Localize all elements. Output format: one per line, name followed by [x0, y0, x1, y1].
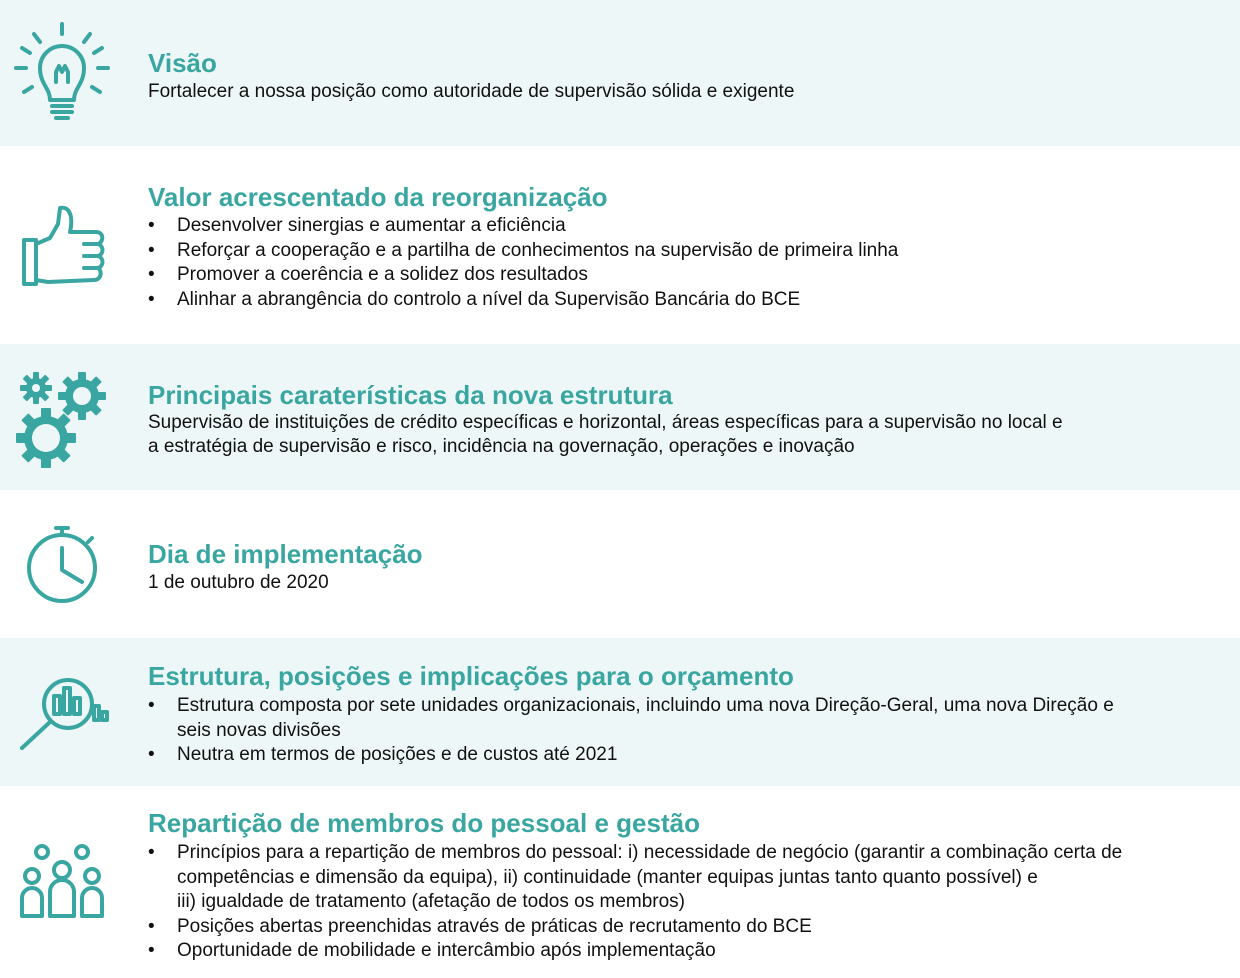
section-text: Fortalecer a nossa posição como autoridade de supervisão sólida e exigente	[148, 81, 795, 102]
section-key-features	[0, 344, 1240, 490]
list-item	[148, 694, 1114, 743]
section-text: a estratégia de supervisão e risco, incidência na governação, operações e inovação	[148, 436, 855, 457]
section-added-value	[0, 146, 1240, 344]
section-title: Estrutura, posições e implicações para o orçamento	[148, 661, 794, 691]
list-item: • Promover a coerência e a solidez dos resultados	[148, 263, 898, 288]
section-title: Valor acrescentado da reorganização	[148, 182, 608, 212]
list-item	[148, 841, 1122, 915]
section-text: 1 de outubro de 2020	[148, 572, 329, 593]
list-item: • Desenvolver sinergias e aumentar a eficiência	[148, 214, 898, 239]
bullet-list	[148, 694, 1114, 768]
list-item: • Alinhar a abrangência do controlo a nível da Supervisão Bancária do BCE	[148, 288, 898, 313]
list-item-line: Estrutura composta por sete unidades organizacionais, incluindo uma nova Direção-Geral, uma nova Direção e	[177, 695, 1114, 716]
section-title: Principais caraterísticas da nova estrutura	[148, 380, 673, 410]
magnifier-chart-icon	[12, 668, 112, 768]
thumbs-up-icon	[12, 198, 112, 298]
section-staff-allocation	[0, 786, 1240, 978]
gears-icon	[12, 368, 112, 468]
list-item: • Neutra em termos de posições e de custos até 2021	[148, 743, 1114, 768]
bullet-list	[148, 841, 1122, 964]
section-title: Repartição de membros do pessoal e gestão	[148, 808, 700, 838]
section-title: Visão	[148, 48, 217, 78]
lightbulb-icon	[12, 22, 112, 122]
section-implementation-day	[0, 490, 1240, 638]
section-structure-budget	[0, 638, 1240, 786]
list-item-line: competências e dimensão da equipa), ii) continuidade (manter equipas juntas tanto quanto possível) e	[177, 866, 1038, 888]
list-item: • Oportunidade de mobilidade e intercâmbio após implementação	[148, 939, 1122, 964]
people-group-icon	[12, 842, 112, 942]
section-vision	[0, 0, 1240, 146]
list-item-line: seis novas divisões	[177, 719, 341, 741]
list-item: • Posições abertas preenchidas através de práticas de recrutamento do BCE	[148, 915, 1122, 940]
bullet-list	[148, 214, 898, 312]
list-item: • Reforçar a cooperação e a partilha de conhecimentos na supervisão de primeira linha	[148, 239, 898, 264]
stopwatch-icon	[12, 522, 112, 622]
list-item-line: Princípios para a repartição de membros do pessoal: i) necessidade de negócio (garantir a combinação certa de	[177, 842, 1123, 863]
section-text: Supervisão de instituições de crédito específicas e horizontal, áreas específicas para a supervisão no local e	[148, 412, 1063, 433]
section-title: Dia de implementação	[148, 539, 423, 569]
list-item-line: iii) igualdade de tratamento (afetação de todos os membros)	[177, 891, 685, 913]
